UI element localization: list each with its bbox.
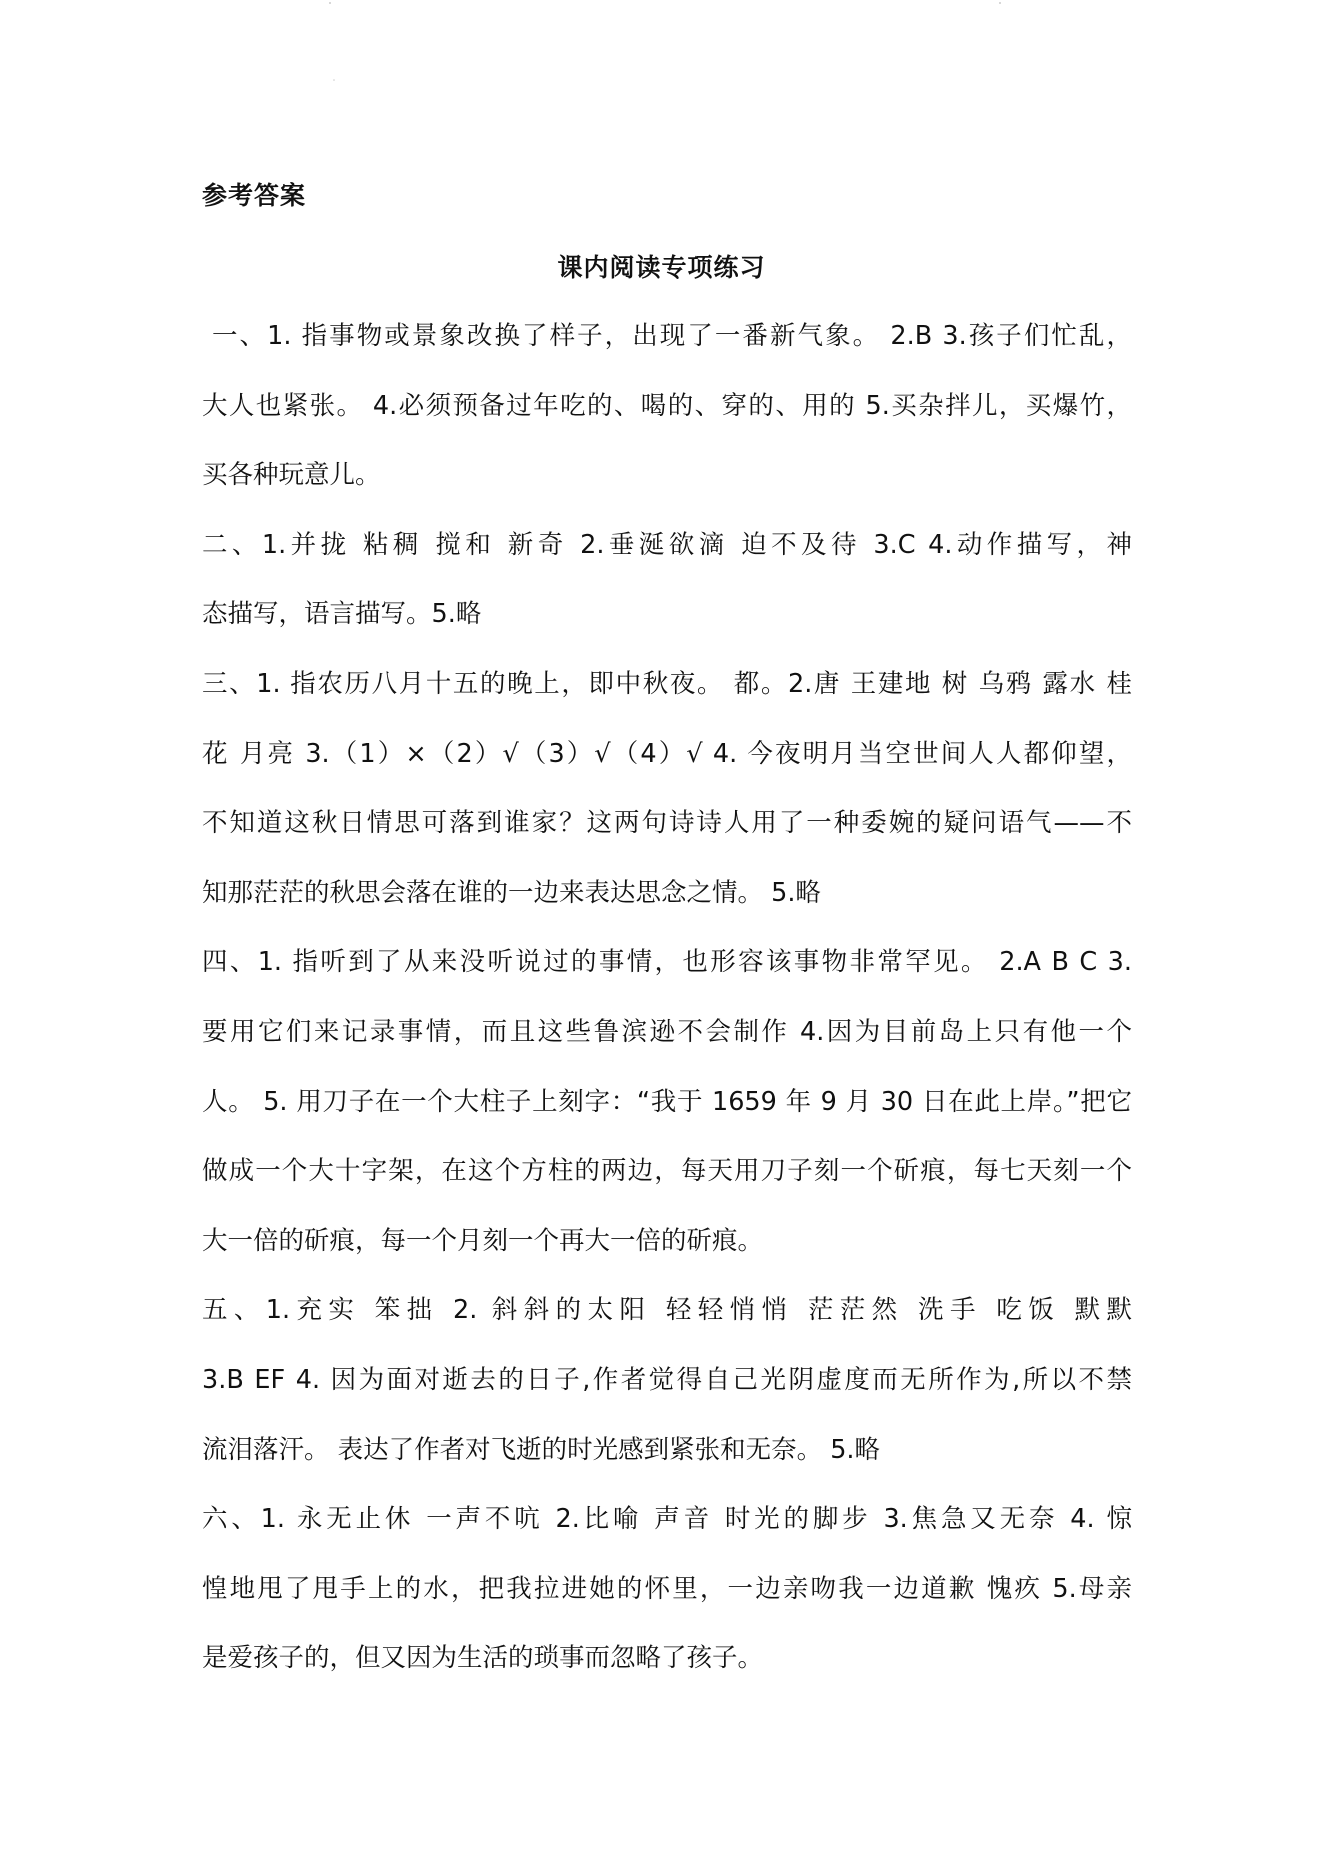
answer-line: 要用它们来记录事情，而且这些鲁滨逊不会制作 4.因为目前岛上只有他一个 xyxy=(202,1016,1132,1047)
answer-line: 花 月亮 3.（1）×（2）√（3）√（4）√ 4. 今夜明月当空世间人人都仰望， xyxy=(202,738,1132,769)
answer-line: 3.B EF 4. 因为面对逝去的日子,作者觉得自己光阴虚度而无所作为,所以不禁 xyxy=(202,1364,1132,1395)
answer-line: 惶地甩了甩手上的水，把我拉进她的怀里，一边亲吻我一边道歉 愧疚 5.母亲 xyxy=(202,1573,1132,1604)
scan-specks xyxy=(0,0,1323,120)
answer-heading: 参考答案 xyxy=(202,181,307,210)
answer-line: 二、1.并拢 粘稠 搅和 新奇 2.垂涎欲滴 迫不及待 3.C 4.动作描写，神 xyxy=(202,529,1132,560)
answer-line: 做成一个大十字架，在这个方柱的两边，每天用刀子刻一个斫痕，每七天刻一个 xyxy=(202,1156,1132,1187)
answer-line: 四、1. 指听到了从来没听说过的事情，也形容该事物非常罕见。 2.A B C 3. xyxy=(202,947,1132,978)
answer-line: 大一倍的斫痕，每一个月刻一个再大一倍的斫痕。 xyxy=(202,1225,764,1256)
answer-line: 人。 5. 用刀子在一个大柱子上刻字：“我于 1659 年 9 月 30 日在此上岸。”把它 xyxy=(202,1086,1132,1117)
answer-line: 大人也紧张。 4.必须预备过年吃的、喝的、穿的、用的 5.买杂拌儿，买爆竹， xyxy=(202,390,1132,421)
answer-line: 是爱孩子的，但又因为生活的琐事而忽略了孩子。 xyxy=(202,1643,764,1674)
answer-line: 态描写，语言描写。5.略 xyxy=(202,599,482,630)
answer-line: 知那茫茫的秋思会落在谁的一边来表达思念之情。 5.略 xyxy=(202,877,821,908)
answer-line: 买各种玩意儿。 xyxy=(202,460,381,491)
section-title: 课内阅读专项练习 xyxy=(557,253,766,282)
answer-line: 五、1.充实 笨拙 2. 斜斜的太阳 轻轻悄悄 茫茫然 洗手 吃饭 默默 xyxy=(202,1295,1132,1326)
answer-line: 流泪落汗。 表达了作者对飞逝的时光感到紧张和无奈。 5.略 xyxy=(202,1434,881,1465)
answer-content xyxy=(202,314,1132,1706)
answer-line: 三、1. 指农历八月十五的晚上，即中秋夜。 都。2.唐 王建地 树 乌鸦 露水 桂 xyxy=(202,668,1132,699)
answer-line: 不知道这秋日情思可落到谁家？这两句诗诗人用了一种委婉的疑问语气——不 xyxy=(202,808,1132,839)
answer-line: 六、1. 永无止休 一声不吭 2.比喻 声音 时光的脚步 3.焦急又无奈 4. 惊 xyxy=(202,1504,1132,1535)
answer-line: 一、1. 指事物或景象改换了样子，出现了一番新气象。 2.B 3.孩子们忙乱， xyxy=(212,321,1132,351)
